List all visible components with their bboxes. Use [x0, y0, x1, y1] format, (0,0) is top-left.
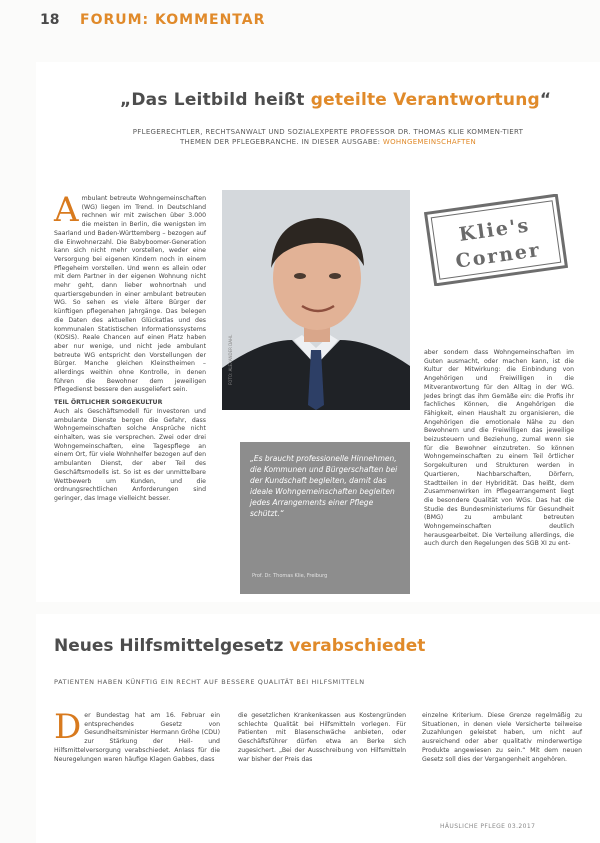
portrait-photo: [222, 190, 410, 410]
article-column-1: [54, 190, 206, 504]
stamp-icon: [422, 194, 570, 286]
headline-part: Neues Hilfsmittelgesetz: [54, 636, 290, 656]
body-text: mbulant betreute Wohngemeinschaften (WG) liegen im Trend. In Deutschland rechnen wir mit zwischen über 3.000 die meisten in Berlin, die wenigsten im Saarland und Baden-Württemberg – bezogen auf die Einwohnerzahl. Die Babyboomer-Generation kann sich nicht mehr vorstellen, weder eine Versorgung bei eigenen Kindern noch in einem Pflegeheim vorstellen. Und wenn es allein oder mit dem Partner in der eigenen Wohnung nicht mehr geht, dann lieber wohnortnah und quartiersgebunden in einer ambulant betreuten WG. So sehen es viele ältere Bürger der künftigen pflegenahen Jahrgänge. Das belegen die Daten des aktuellen Glückatlas und des kommunalen Statistischen Informationssystems (KOSIS). Reale Chancen auf einen Platz haben aber nur wenige, und nicht jede ambulant betreute WG entspricht den Vorstellungen der Bürger. Manche gleichen Kleinstheimen – allerdings weithin ohne Kontrolle, in denen führen die Bewohner dem jeweiligen Pflegedienst bessere den ausgeliefert sein.: [54, 195, 206, 394]
subheading: TEIL ÖRTLICHER SORGEKULTUR: [54, 399, 163, 407]
news-column-2: die gesetzlichen Krankenkassen aus Kostengründen schlechte Qualität bei Hilfsmitteln vorlegen. Für Patienten mit Blasenschwäche anbieten, oder Geschäftsführer dürfen etwa an Berke sich zugesichert. „Bei der Ausschreibung von Hilfsmitteln war bisher der Preis das: [238, 712, 406, 763]
article-column-3: aber sondern dass Wohngemeinschaften im Guten ausmacht, oder machen kann, ist die Kultur der Mitwirkung: die Einbindung von Angehörigen und Freiwilligen in die Mitverantwortung für den Alltag in der WG. Jedes bringt das ihm Gemäße ein: die Profis ihr fachliches Können, die Angehörigen die Fähigkeit, einen Haushalt zu organisieren, die Angehörigen die emotionale Nähe zu den Bewohnern und die Freiwilligen das jeweilige beizusteuern und Beziehung, zumal wenn sie für die Bewohner einzutreten. So können Wohngemeinschaften zu einem Teil örtlicher Sorgekulturen und Strukturen werden in Quartieren, Nachbarschaften, Dörfern, Stadtteilen in der Hybridität. Das heißt, dem Zusammenwirken im Pflegearrangement liegt die besondere Qualität von WGs. Das hat die Studie des Bundesministeriums für Gesundheit (BMG) zu ambulant betreuten Wohngemeinschaften deutlich herausgearbeitet. Die Verteilung allerdings, die auch durch den Regelungen des SGB XI zu ent-: [424, 349, 574, 548]
article-headline: [120, 90, 560, 110]
section-label: FORUM: KOMMENTAR: [80, 12, 266, 28]
pull-quote-source: Prof. Dr. Thomas Klie, Freiburg: [252, 573, 328, 579]
photo-credit: FOTO: ALEXANDER DAHL: [228, 334, 233, 385]
headline-accent: verabschiedet: [289, 636, 426, 656]
drop-cap: A: [54, 190, 79, 230]
body-text: Auch als Geschäftsmodell für Investoren und ambulante Dienste bergen die Gefahr, dass Wohngemeinschaften solche Ansprüche nicht einhalten, was sie versprechen. Zwei oder drei Wohngemeinschaften, eine Tagespflege an einem Ort, für viele Wohnhelfer bezogen auf den ambulanten Dienst, der aber Teil des Geschäftsmodells ist. So ist es der unmittelbare Wettbewerb um Kunden, und die ordnungsrechtlichen Anforderungen sind geringer, das Image vielleicht besser.: [54, 407, 206, 502]
stamp-text-line2: Corner: [454, 238, 543, 273]
news-column-3: einzelne Kriterium. Diese Grenze regelmäßig zu Situationen, in denen viele Versicherte teilweise Zuzahlungen geleistet haben, um nicht auf ausreichend oder aber qualitativ minderwertige Produkte angewiesen zu sein.“ Mit dem neuen Gesetz soll dies der Vergangenheit angehören.: [422, 712, 582, 763]
portrait-illustration: [222, 190, 410, 410]
headline-part: „Das Leitbild heißt: [120, 90, 311, 110]
news-headline: [54, 636, 425, 656]
pull-quote: „Es braucht professionelle Hinnehmen, die Kommunen und Bürgerschaften bei der Kundschaft begleiten, damit das ideale Wohngemeinschaften begleiten jedes Arrangements einer Pflege schützt.“: [250, 454, 398, 518]
news-column-1: [54, 707, 220, 764]
intro-accent: WOHNGEMEINSCHAFTEN: [382, 137, 477, 146]
drop-cap: D: [54, 707, 82, 747]
intro-text: PFLEGERECHTLER, RECHTSANWALT UND SOZIALEXPERTE PROFESSOR DR. THOMAS KLIE KOMMEN-TIERT THEMEN DER PFLEGEBRANCHE. IN DIESER AUSGABE:: [132, 128, 524, 146]
headline-part: “: [539, 90, 552, 110]
headline-accent: geteilte Verantwortung: [310, 90, 540, 110]
page-number: 18: [40, 12, 60, 28]
article-intro: [128, 128, 528, 147]
news-intro: PATIENTEN HABEN KÜNFTIG EIN RECHT AUF BESSERE QUALITÄT BEI HILFSMITTELN: [54, 678, 365, 686]
stamp-text-line1: Klie's: [457, 214, 532, 246]
body-text: er Bundestag hat am 16. Februar ein entsprechendes Gesetz von Gesundheitsminister Hermann Gröhe (CDU) zur Stärkung der Heil- und Hilfsmittelversorgung verabschiedet. Anlass für die Neuregelungen waren häufige Klagen Gabbes, dass: [54, 712, 220, 763]
column-stamp-logo: [422, 194, 570, 286]
page-footer: HÄUSLICHE PFLEGE 03.2017: [440, 823, 536, 830]
